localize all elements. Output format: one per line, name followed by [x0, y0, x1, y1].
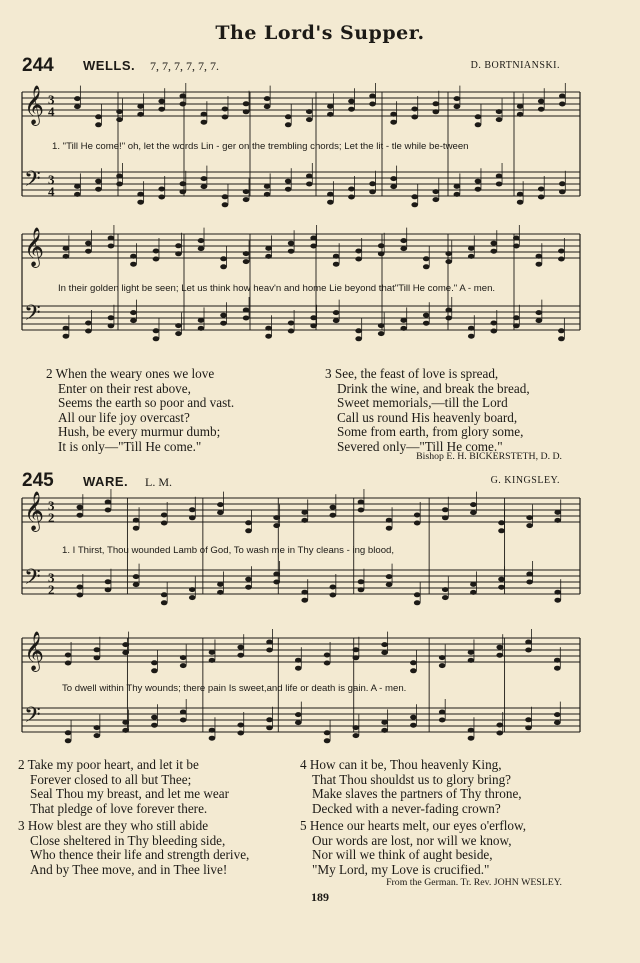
note-head	[77, 593, 84, 598]
note-head	[496, 731, 503, 736]
note-head	[439, 655, 446, 660]
note-head	[273, 572, 280, 577]
note-head	[554, 590, 561, 595]
stanza-2: 2 Take my poor heart, and let it be Forever closed to all but Thee; Seal Thou my breast, and let me wear That pledge of love forever there.	[18, 757, 229, 816]
note-head	[245, 585, 252, 590]
note-head	[526, 515, 533, 520]
note-head	[180, 663, 187, 668]
note-head	[386, 582, 393, 587]
note-head	[470, 510, 477, 515]
note-head	[330, 505, 337, 510]
note-head	[245, 577, 252, 582]
note-head	[410, 660, 417, 665]
note-head	[151, 660, 158, 665]
note-head	[526, 580, 533, 585]
note-head	[439, 663, 446, 668]
note-head	[554, 712, 561, 717]
note-head	[358, 579, 365, 584]
note-head	[77, 585, 84, 590]
note-head	[295, 658, 302, 663]
time-signature: 4	[48, 184, 55, 199]
note-head	[295, 712, 302, 717]
lyrics-line: 1. "Till He come!" oh, let the words Lin - ger on the trembling chords; Let the lit - tle while be-tween	[52, 141, 469, 152]
lyrics-line: To dwell within Thy wounds; there pain Is sweet,and life or death is gain. A - men.	[62, 683, 407, 694]
note-head	[151, 723, 158, 728]
note-head	[189, 587, 196, 592]
note-head	[122, 728, 129, 733]
time-signature: 3	[48, 92, 55, 107]
note-head	[381, 720, 388, 725]
note-head	[386, 518, 393, 523]
note-head	[554, 720, 561, 725]
note-head	[295, 666, 302, 671]
note-head	[414, 592, 421, 597]
bass-clef-icon: 𝄢	[24, 167, 41, 197]
stanza-5: 5 Hence our hearts melt, our eyes o'erflow, Our words are lost, nor will we know, Nor will we think of aught beside, "My Lord, my Love is crucified."	[300, 818, 526, 877]
note-head	[353, 733, 360, 738]
note-head	[525, 725, 532, 730]
note-head	[324, 738, 331, 743]
note-head	[386, 526, 393, 531]
note-head	[122, 720, 129, 725]
note-head	[237, 645, 244, 650]
note-head	[94, 725, 101, 730]
text-author: Bishop E. H. BICKERSTETH, D. D.	[416, 451, 562, 462]
lyrics-line: 1. I Thirst, Thou wounded Lamb of God, To wash me in Thy cleans - ing blood,	[62, 545, 395, 556]
page-number: 189	[311, 890, 329, 904]
note-head	[496, 653, 503, 658]
time-signature: 2	[48, 510, 55, 525]
note-head	[94, 647, 101, 652]
note-head	[161, 592, 168, 597]
note-head	[65, 653, 72, 658]
note-head	[189, 595, 196, 600]
note-head	[65, 661, 72, 666]
note-head	[554, 666, 561, 671]
note-head	[526, 523, 533, 528]
note-head	[94, 733, 101, 738]
note-head	[554, 598, 561, 603]
note-head	[526, 572, 533, 577]
note-head	[468, 650, 475, 655]
note-head	[468, 736, 475, 741]
note-head	[410, 715, 417, 720]
note-head	[498, 520, 505, 525]
tune-name: WARE.	[83, 474, 129, 489]
time-signature: 2	[48, 582, 55, 597]
note-head	[381, 650, 388, 655]
note-head	[353, 725, 360, 730]
note-head	[245, 528, 252, 533]
note-head	[65, 730, 72, 735]
note-head	[105, 508, 112, 513]
treble-clef-icon: 𝄞	[24, 85, 45, 125]
note-head	[301, 598, 308, 603]
note-head	[358, 500, 365, 505]
note-head	[217, 502, 224, 507]
note-head	[442, 595, 449, 600]
meter: 7, 7, 7, 7, 7, 7.	[150, 59, 219, 73]
note-head	[442, 587, 449, 592]
note-head	[266, 717, 273, 722]
note-head	[245, 520, 252, 525]
note-head	[498, 585, 505, 590]
note-head	[209, 736, 216, 741]
note-head	[442, 507, 449, 512]
note-head	[381, 728, 388, 733]
note-head	[381, 642, 388, 647]
note-head	[353, 655, 360, 660]
note-head	[189, 515, 196, 520]
note-head	[414, 513, 421, 518]
note-head	[133, 574, 140, 579]
note-head	[442, 515, 449, 520]
note-head	[273, 523, 280, 528]
bass-clef-icon: 𝄢	[24, 703, 41, 733]
note-head	[133, 582, 140, 587]
hymn-number: 245	[22, 470, 54, 491]
note-head	[189, 507, 196, 512]
note-head	[410, 668, 417, 673]
note-head	[161, 521, 168, 526]
note-head	[498, 528, 505, 533]
note-head	[237, 723, 244, 728]
note-head	[105, 587, 112, 592]
note-head	[209, 728, 216, 733]
note-head	[525, 717, 532, 722]
note-head	[330, 513, 337, 518]
note-head	[161, 600, 168, 605]
note-head	[554, 518, 561, 523]
note-head	[209, 650, 216, 655]
note-head	[217, 590, 224, 595]
stanza-2: 2 When the weary ones we love Enter on their rest above, Seems the earth so poor and vast. All our life joy overcast? Hush, be every murmur dumb; It is only—"Till He come."	[46, 366, 235, 454]
stanza-3: 3 See, the feast of love is spread, Drink the wine, and break the bread, Sweet memorials,—till the Lord Call us round His heavenly board, Some from earth, from glory some, Severed only—"Till He come."	[325, 366, 530, 454]
note-head	[353, 647, 360, 652]
time-signature: 3	[48, 570, 55, 585]
note-head	[301, 590, 308, 595]
note-head	[273, 580, 280, 585]
time-signature: 3	[48, 172, 55, 187]
time-signature: 4	[48, 104, 55, 119]
bass-clef-icon: 𝄢	[24, 565, 41, 595]
note-head	[330, 593, 337, 598]
bass-clef-icon: 𝄢	[24, 301, 41, 331]
treble-clef-icon: 𝄞	[24, 491, 45, 531]
lyrics-line: In their golden light be seen; Let us think how heav'n and home Lie beyond that"Till He come." A - men.	[58, 283, 496, 294]
note-head	[386, 574, 393, 579]
note-head	[273, 515, 280, 520]
note-head	[133, 526, 140, 531]
note-head	[554, 658, 561, 663]
note-head	[470, 502, 477, 507]
note-head	[525, 640, 532, 645]
note-head	[330, 585, 337, 590]
hymn-number: 244	[22, 55, 54, 76]
tune-name: WELLS.	[83, 58, 136, 73]
treble-clef-icon: 𝄞	[24, 631, 45, 671]
note-head	[295, 720, 302, 725]
note-head	[151, 715, 158, 720]
note-head	[237, 731, 244, 736]
note-head	[94, 655, 101, 660]
stanza-4: 4 How can it be, Thou heavenly King, That Thou shouldst us to glory bring? Make slaves the partners of Thy throne, Decked with a never-fading crown?	[300, 757, 522, 816]
note-head	[470, 582, 477, 587]
note-head	[439, 718, 446, 723]
note-head	[151, 668, 158, 673]
note-head	[266, 640, 273, 645]
composer: G. KINGSLEY.	[490, 475, 560, 486]
note-head	[77, 513, 84, 518]
note-head	[358, 587, 365, 592]
note-head	[496, 723, 503, 728]
note-head	[209, 658, 216, 663]
note-head	[358, 508, 365, 513]
note-head	[217, 510, 224, 515]
note-head	[77, 505, 84, 510]
note-head	[65, 738, 72, 743]
stanza-3: 3 How blest are they who still abide Close sheltered in Thy bleeding side, Who thence their life and strength derive, And by Thee move, and in Thee live!	[18, 818, 250, 877]
note-head	[301, 518, 308, 523]
note-head	[105, 579, 112, 584]
note-head	[414, 600, 421, 605]
note-head	[105, 500, 112, 505]
note-head	[237, 653, 244, 658]
note-head	[180, 718, 187, 723]
composer: D. BORTNIANSKI.	[470, 60, 560, 71]
note-head	[161, 513, 168, 518]
note-head	[180, 655, 187, 660]
note-head	[266, 648, 273, 653]
text-author: From the German. Tr. Rev. JOHN WESLEY.	[386, 877, 562, 888]
note-head	[266, 725, 273, 730]
note-head	[301, 510, 308, 515]
note-head	[496, 645, 503, 650]
note-head	[324, 653, 331, 658]
meter: L. M.	[145, 475, 172, 489]
note-head	[439, 710, 446, 715]
note-head	[133, 518, 140, 523]
note-head	[414, 521, 421, 526]
note-head	[468, 658, 475, 663]
note-head	[122, 642, 129, 647]
note-head	[410, 723, 417, 728]
section-title: The Lord's Supper.	[215, 22, 425, 44]
note-head	[324, 661, 331, 666]
treble-clef-icon: 𝄞	[24, 227, 45, 267]
note-head	[498, 577, 505, 582]
note-head	[470, 590, 477, 595]
note-head	[217, 582, 224, 587]
note-head	[525, 648, 532, 653]
note-head	[122, 650, 129, 655]
note-head	[324, 730, 331, 735]
note-head	[180, 710, 187, 715]
note-head	[468, 728, 475, 733]
note-head	[554, 510, 561, 515]
time-signature: 3	[48, 498, 55, 513]
